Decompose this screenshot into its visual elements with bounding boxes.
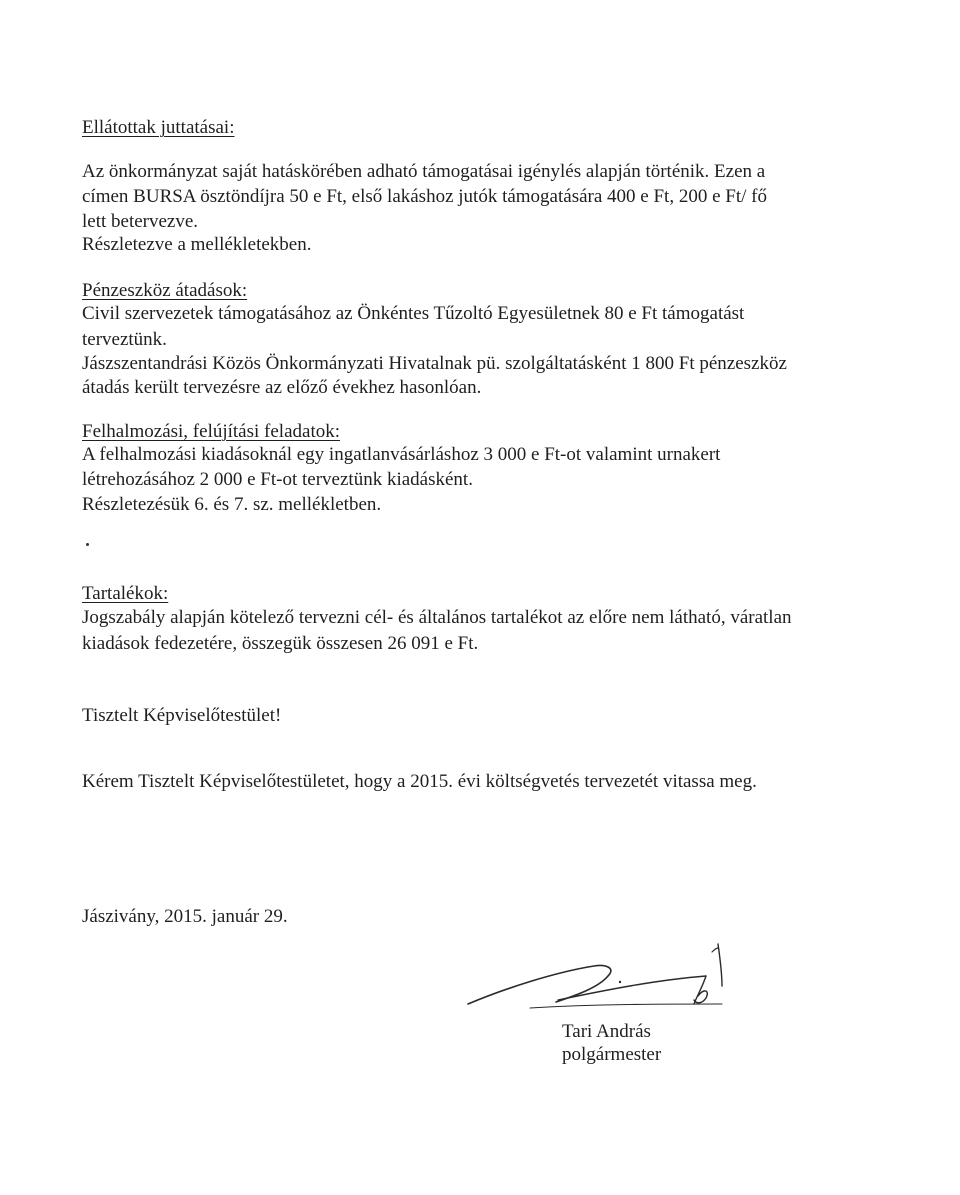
paragraph-line: átadás került tervezésre az előző évekhez hasonlóan.: [82, 377, 482, 398]
section-heading-felhalmozasi: Felhalmozási, felújítási feladatok:: [82, 421, 341, 442]
signer-title: polgármester: [562, 1044, 662, 1065]
paragraph-line: Jogszabály alapján kötelező tervezni cél- és általános tartalékot az előre nem látható, váratlan: [82, 607, 792, 628]
place-date: Jászivány, 2015. január 29.: [82, 906, 288, 927]
paragraph-line: A felhalmozási kiadásoknál egy ingatlanvásárláshoz 3 000 e Ft-ot valamint urnakert: [82, 444, 721, 465]
paragraph-line: Jászszentandrási Közös Önkormányzati Hivatalnak pü. szolgáltatásként 1 800 Ft pénzeszköz: [82, 353, 787, 374]
paragraph-line: címen BURSA ösztöndíjra 50 e Ft, első lakáshoz jutók támogatására 400 e Ft, 200 e Ft/ fő: [82, 186, 767, 207]
section-heading-penzeszkoz: Pénzeszköz átadások:: [82, 280, 248, 301]
paragraph-line: létrehozásához 2 000 e Ft-ot terveztünk kiadásként.: [82, 469, 473, 490]
paragraph-line: Civil szervezetek támogatásához az Önkéntes Tűzoltó Egyesületnek 80 e Ft támogatást: [82, 303, 745, 324]
paragraph-line: terveztünk.: [82, 329, 167, 350]
section-heading-ellatottak: Ellátottak juttatásai:: [82, 117, 235, 138]
section-heading-tartalekok: Tartalékok:: [82, 583, 169, 604]
paragraph-line-text: Az önkormányzat saját hatáskörében adható támogatásai igénylés alapján történik. Ezen a: [82, 161, 766, 182]
paragraph-line: [82, 160, 852, 184]
salutation: Tisztelt Képviselőtestület!: [82, 705, 282, 726]
handwritten-signature: [466, 938, 746, 1028]
paragraph-line: Részletezve a mellékletekben.: [82, 234, 312, 255]
paragraph-line: kiadások fedezetére, összegük összesen 26 091 e Ft.: [82, 633, 479, 654]
request-text: Kérem Tisztelt Képviselőtestületet, hogy a 2015. évi költségvetés tervezetét vitassa meg.: [82, 771, 757, 792]
paragraph-line: lett betervezve.: [82, 211, 199, 232]
signer-name: Tari András: [562, 1021, 651, 1042]
stray-dot-mark: [86, 543, 89, 546]
paragraph-line: Részletezésük 6. és 7. sz. mellékletben.: [82, 494, 382, 515]
